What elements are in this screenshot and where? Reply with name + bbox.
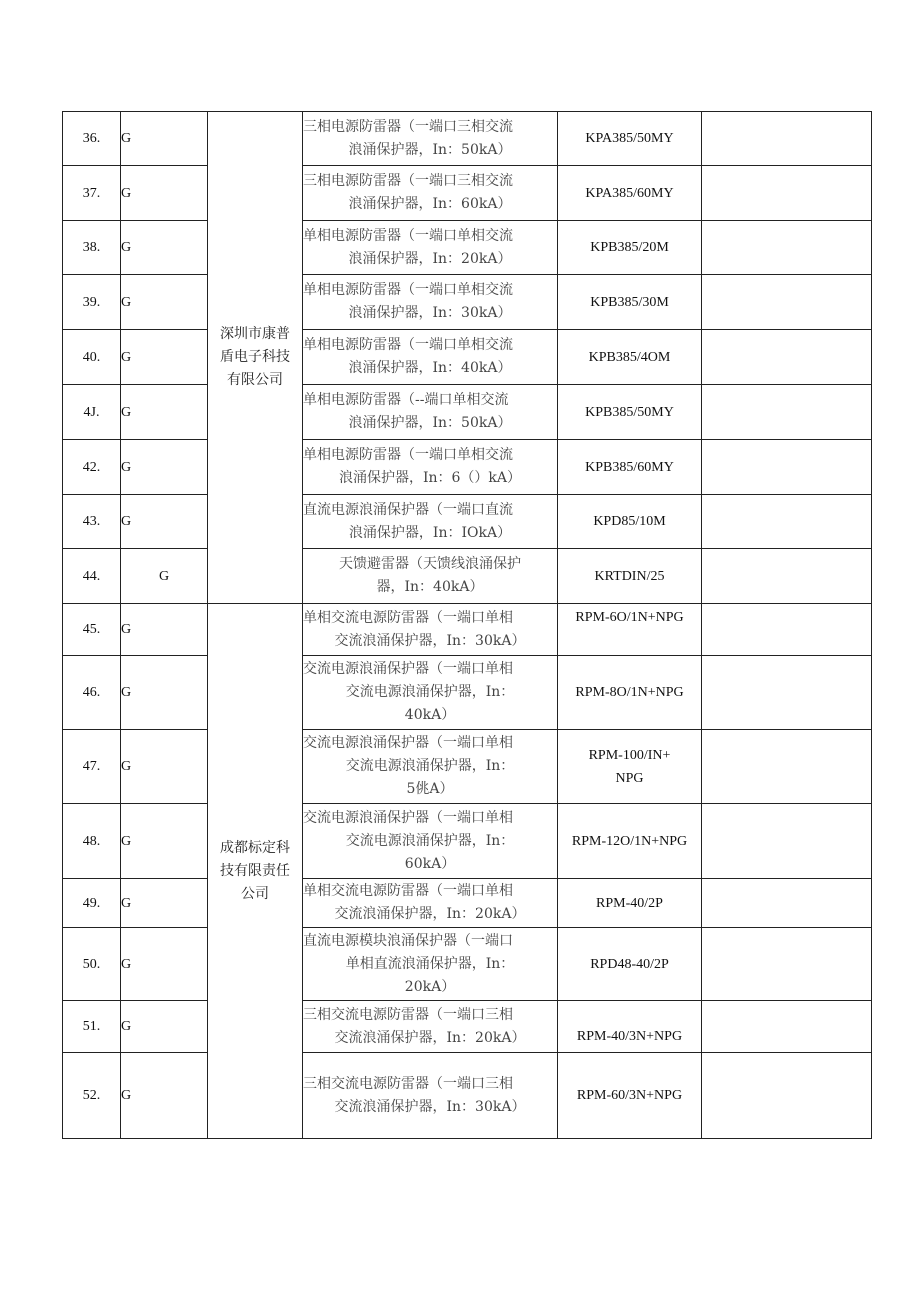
model-number: RPM-6O/1N+NPG (558, 604, 702, 656)
category-code: G (121, 112, 208, 166)
model-number: KRTDIN/25 (558, 549, 702, 604)
table-row (63, 385, 872, 440)
row-number: 46. (63, 656, 121, 730)
model-number: KPA385/60MY (558, 166, 702, 221)
row-number: 52. (63, 1053, 121, 1139)
model-number: KPA385/50MY (558, 112, 702, 166)
row-number: 44. (63, 549, 121, 604)
model-number: RPM-60/3N+NPG (558, 1053, 702, 1139)
note-cell (702, 879, 872, 928)
company-name-line: 成都标定科 (220, 839, 290, 856)
table-row (63, 549, 872, 604)
row-number: 49. (63, 879, 121, 928)
category-code: G (121, 330, 208, 385)
row-number: 45. (63, 604, 121, 656)
model-number: RPM-40/3N+NPG (558, 1001, 702, 1053)
category-code: G (121, 221, 208, 275)
product-table (62, 111, 872, 1139)
row-number: 51. (63, 1001, 121, 1053)
category-code: G (121, 1053, 208, 1139)
row-number: 37. (63, 166, 121, 221)
product-description: 直流电源模块浪涌保护器（一端口 单相直流浪涌保护器，In： 20kA） (303, 928, 558, 1001)
row-number: 39. (63, 275, 121, 330)
note-cell (702, 221, 872, 275)
model-number: RPD48-40/2P (558, 928, 702, 1001)
model-number: KPB385/20M (558, 221, 702, 275)
table-row (63, 1053, 872, 1139)
model-number: KPB385/4OM (558, 330, 702, 385)
note-cell (702, 330, 872, 385)
category-code: G (121, 275, 208, 330)
note-cell (702, 495, 872, 549)
model-number: KPB385/30M (558, 275, 702, 330)
model-number: RPM-40/2P (558, 879, 702, 928)
company-name-line: 盾电子科技 (220, 349, 290, 365)
product-description: 单相电源防雷器（一端口单相交流 浪涌保护器，In：6（）kA） (303, 440, 558, 495)
model-number: KPB385/60MY (558, 440, 702, 495)
product-description: 天馈避雷器（天馈线浪涌保护 器，In：40kA） (303, 549, 558, 604)
table-row (63, 495, 872, 549)
category-code: G (121, 804, 208, 879)
company-name-line: 有限公司 (227, 372, 283, 388)
note-cell (702, 112, 872, 166)
table-row (63, 1001, 872, 1053)
row-number: 50. (63, 928, 121, 1001)
table-row (63, 604, 872, 656)
category-code: G (121, 440, 208, 495)
product-description: 三相电源防雷器（一端口三相交流 浪涌保护器，In：50kA） (303, 112, 558, 166)
model-number: RPM-12O/1N+NPG (558, 804, 702, 879)
product-description: 单相交流电源防雷器（一端口单相 交流浪涌保护器，In：20kA） (303, 879, 558, 928)
category-code: G (121, 495, 208, 549)
product-description: 单相电源防雷器（一端口单相交流 浪涌保护器，In：40kA） (303, 330, 558, 385)
product-description: 交流电源浪涌保护器（一端口单相 交流电源浪涌保护器，In： 5佻A） (303, 730, 558, 804)
row-number: 43. (63, 495, 121, 549)
note-cell (702, 549, 872, 604)
note-cell (702, 1001, 872, 1053)
model-number: KPD85/10M (558, 495, 702, 549)
note-cell (702, 730, 872, 804)
note-cell (702, 804, 872, 879)
table-row (63, 879, 872, 928)
table-row (63, 330, 872, 385)
category-code: G (121, 656, 208, 730)
product-description: 交流电源浪涌保护器（一端口单相 交流电源浪涌保护器，In： 40kA） (303, 656, 558, 730)
product-description: 单相电源防雷器（--端口单相交流 浪涌保护器，In：50kA） (303, 385, 558, 440)
company-name-line: 公司 (241, 885, 269, 902)
category-code: G (121, 928, 208, 1001)
note-cell (702, 275, 872, 330)
product-description: 单相电源防雷器（一端口单相交流 浪涌保护器，In：20kA） (303, 221, 558, 275)
company-cell (208, 604, 303, 1139)
product-description: 直流电源浪涌保护器（一端口直流 浪涌保护器，In：IOkA） (303, 495, 558, 549)
category-code: G (121, 879, 208, 928)
row-number: 40. (63, 330, 121, 385)
row-number: 48. (63, 804, 121, 879)
table-row (63, 275, 872, 330)
table-row (63, 221, 872, 275)
row-number: 4J. (63, 385, 121, 440)
product-description: 三相电源防雷器（一端口三相交流 浪涌保护器，In：60kA） (303, 166, 558, 221)
note-cell (702, 166, 872, 221)
category-code: G (121, 385, 208, 440)
note-cell (702, 1053, 872, 1139)
product-description: 交流电源浪涌保护器（一端口单相 交流电源浪涌保护器，In： 60kA） (303, 804, 558, 879)
product-description: 单相电源防雷器（一端口单相交流 浪涌保护器，In：30kA） (303, 275, 558, 330)
company-name-line: 深圳市康普 (220, 326, 290, 342)
table-row (63, 112, 872, 166)
product-description: 三相交流电源防雷器（一端口三相 交流浪涌保护器，In：30kA） (303, 1053, 558, 1139)
note-cell (702, 385, 872, 440)
table-row (63, 656, 872, 730)
category-code: G (121, 1001, 208, 1053)
model-number: RPM-8O/1N+NPG (558, 656, 702, 730)
row-number: 47. (63, 730, 121, 804)
note-cell (702, 604, 872, 656)
category-code: G (121, 730, 208, 804)
row-number: 36. (63, 112, 121, 166)
product-description: 单相交流电源防雷器（一端口单相 交流浪涌保护器，In：30kA） (303, 604, 558, 656)
note-cell (702, 440, 872, 495)
table-row (63, 730, 872, 804)
note-cell (702, 656, 872, 730)
row-number: 42. (63, 440, 121, 495)
product-description: 三相交流电源防雷器（一端口三相 交流浪涌保护器，In：20kA） (303, 1001, 558, 1053)
company-cell (208, 112, 303, 604)
category-code: G (121, 166, 208, 221)
note-cell (702, 928, 872, 1001)
table-row (63, 928, 872, 1001)
model-number: KPB385/50MY (558, 385, 702, 440)
row-number: 38. (63, 221, 121, 275)
company-name-line: 技有限责任 (220, 862, 290, 879)
category-code: G (121, 604, 208, 656)
table-row (63, 166, 872, 221)
category-code: G (121, 549, 208, 604)
model-number: RPM-100/IN+ NPG (558, 730, 702, 804)
table-row (63, 804, 872, 879)
table-row (63, 440, 872, 495)
